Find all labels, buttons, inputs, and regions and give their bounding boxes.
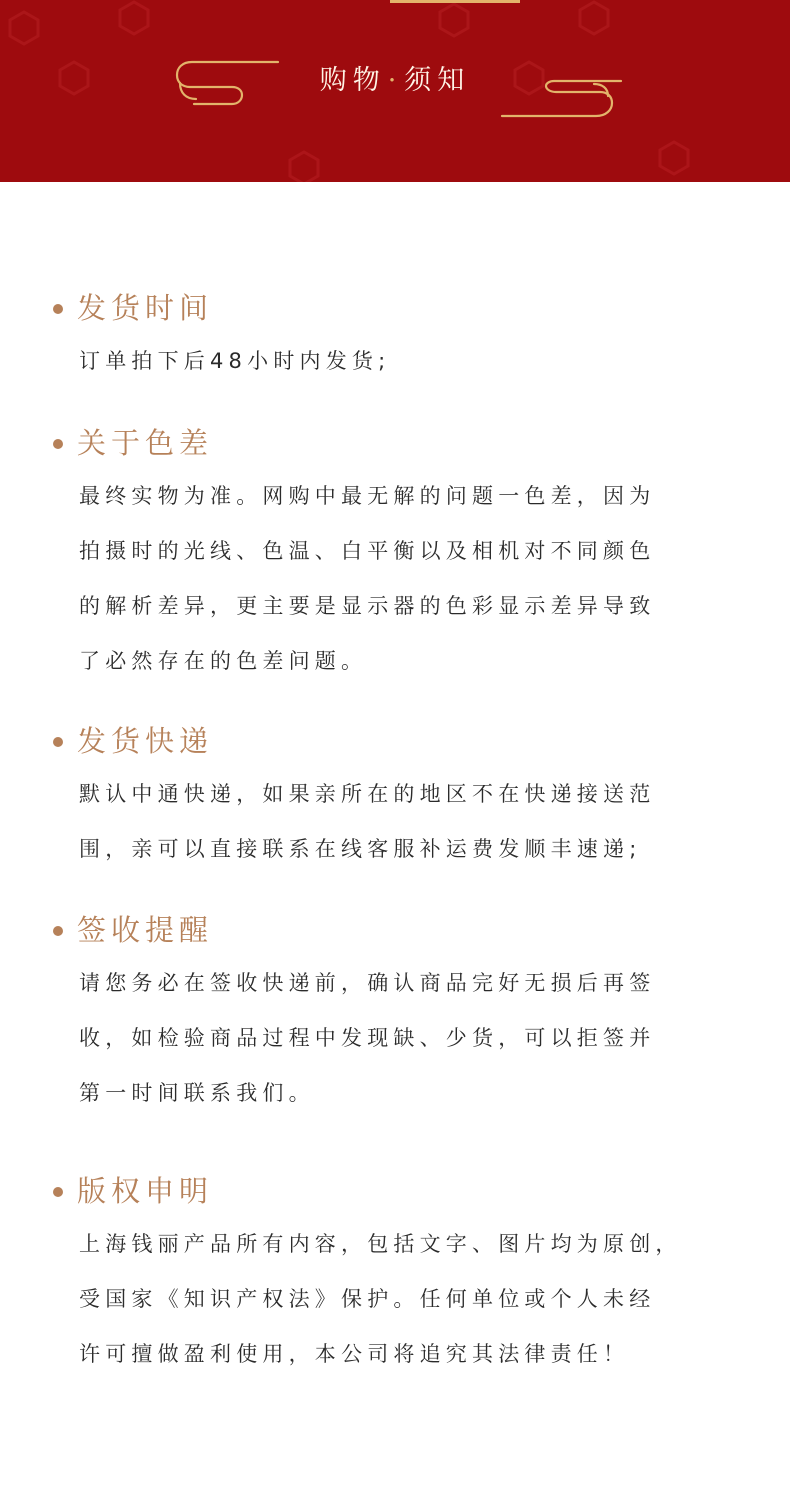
section-body: [79, 1217, 740, 1382]
body-line: 最终实物为准。网购中最无解的问题一色差，因为: [79, 484, 656, 508]
section-receipt-reminder: [50, 910, 740, 1121]
section-title: 发货快递: [77, 724, 214, 758]
section-header: [50, 910, 740, 950]
body-line: 默认中通快递，如果亲所在的地区不在快递接送范: [79, 782, 656, 806]
banner-title-left: 购物: [319, 65, 386, 96]
body-line: 的解析差异，更主要是显示器的色彩显示差异导致: [79, 594, 656, 618]
body-line: 订单拍下后48小时内发货;: [79, 349, 391, 373]
body-line: 了必然存在的色差问题。: [79, 649, 368, 673]
section-title: 发货时间: [77, 291, 214, 325]
section-header: [50, 423, 740, 463]
section-body: [79, 469, 740, 689]
body-line: 第一时间联系我们。: [79, 1081, 315, 1105]
section-body: [79, 334, 740, 389]
banner-title-right: 须知: [404, 65, 471, 96]
section-header: [50, 721, 740, 761]
bullet-dot-icon: [53, 737, 63, 747]
section-title: 关于色差: [77, 426, 214, 460]
header-banner: [0, 0, 790, 182]
section-title: 版权申明: [77, 1174, 214, 1208]
body-line: 许可擅做盈利使用，本公司将追究其法律责任！: [79, 1342, 630, 1366]
section-shipping-time: [50, 288, 740, 389]
section-header: [50, 1171, 740, 1211]
section-title: 签收提醒: [77, 913, 214, 947]
bullet-dot-icon: [53, 1187, 63, 1197]
banner-title: [0, 58, 790, 97]
section-body: [79, 956, 740, 1121]
body-line: 收，如检验商品过程中发现缺、少货，可以拒签并: [79, 1026, 656, 1050]
body-line: 受国家《知识产权法》保护。任何单位或个人未经: [79, 1287, 656, 1311]
section-copyright: [50, 1171, 740, 1382]
body-line: 请您务必在签收快递前，确认商品完好无损后再签: [79, 971, 656, 995]
banner-title-dot: ·: [387, 65, 403, 96]
body-line: 上海钱丽产品所有内容，包括文字、图片均为原创，: [79, 1232, 682, 1256]
section-header: [50, 288, 740, 328]
bullet-dot-icon: [53, 439, 63, 449]
body-line: 围，亲可以直接联系在线客服补运费发顺丰速递;: [79, 837, 642, 861]
bullet-dot-icon: [53, 926, 63, 936]
body-line: 拍摄时的光线、色温、白平衡以及相机对不同颜色: [79, 539, 656, 563]
bullet-dot-icon: [53, 304, 63, 314]
section-color-difference: [50, 423, 740, 689]
right-cloud-ornament: [496, 78, 626, 122]
section-body: [79, 767, 740, 877]
section-courier: [50, 721, 740, 877]
